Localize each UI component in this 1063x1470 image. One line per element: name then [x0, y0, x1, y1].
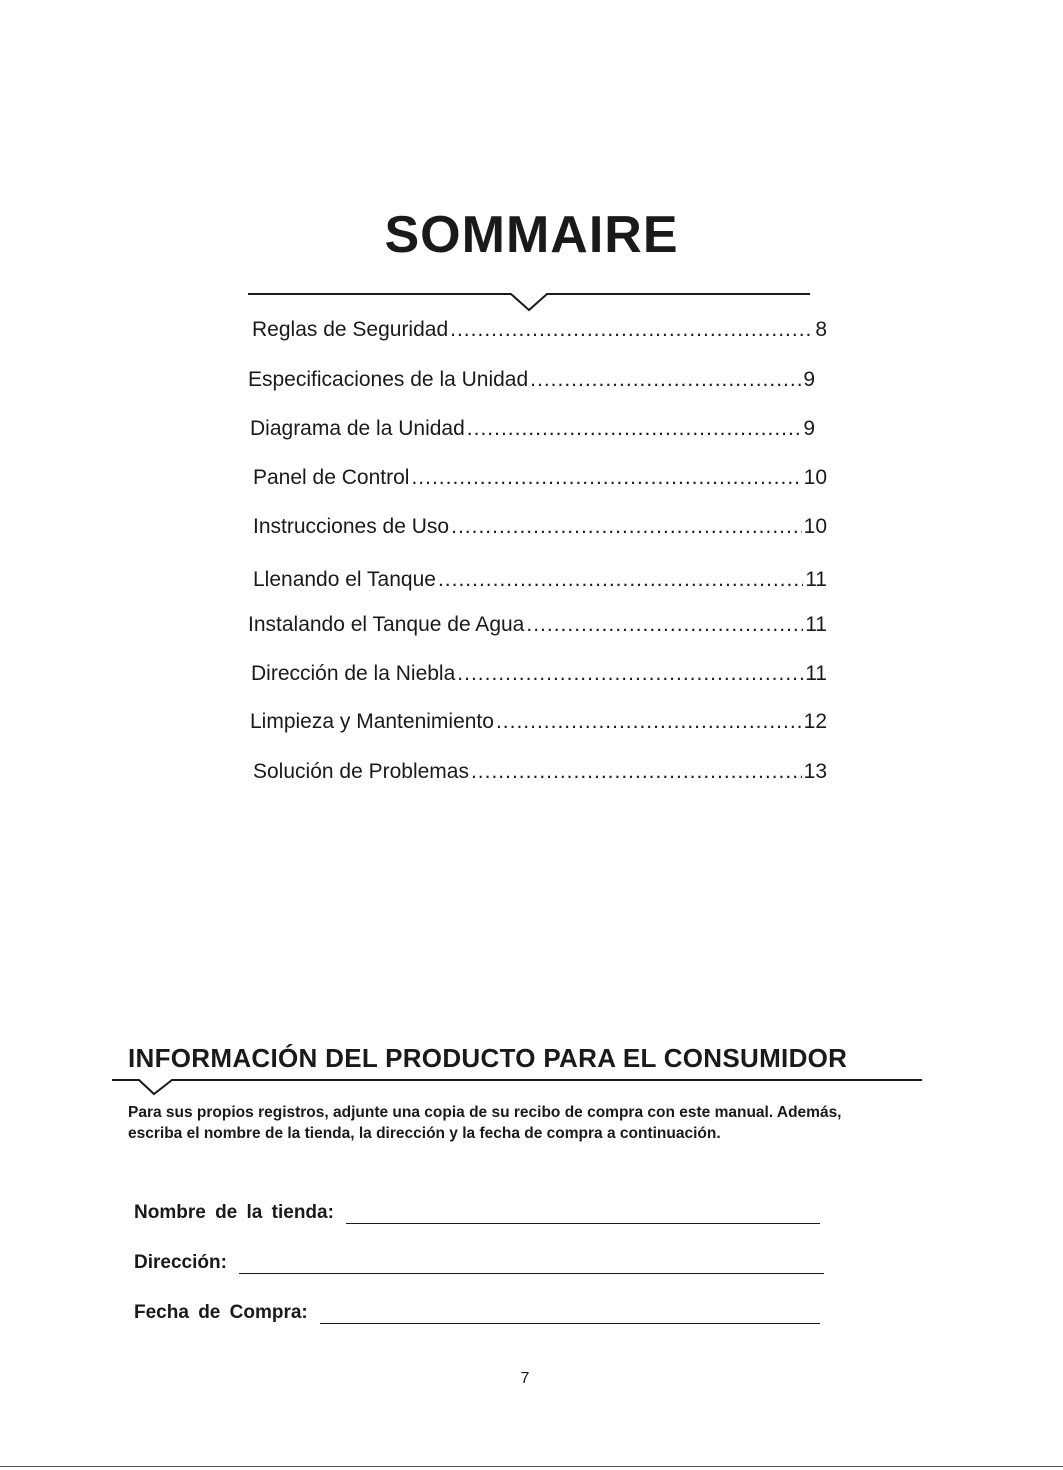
purchase-date-line[interactable] — [320, 1305, 820, 1324]
toc-item-page: 12 — [803, 710, 827, 733]
toc-item-limpieza[interactable] — [250, 708, 827, 736]
toc-leader-dots — [450, 316, 813, 344]
toc-item-diagrama[interactable] — [250, 415, 815, 443]
toc-item-label: Instrucciones de Uso — [253, 515, 450, 538]
toc-item-page: 8 — [815, 318, 827, 341]
toc-leader-dots — [438, 566, 803, 594]
toc-item-label: Limpieza y Mantenimiento — [250, 710, 494, 733]
toc-leader-dots — [530, 366, 801, 394]
toc-item-page: 11 — [805, 613, 827, 636]
toc-item-page: 10 — [803, 515, 827, 538]
toc-leader-dots — [457, 660, 803, 688]
toc-item-label: Solución de Problemas — [253, 760, 469, 783]
address-field[interactable] — [134, 1252, 824, 1274]
toc-leader-dots — [496, 708, 802, 736]
toc-item-label: Panel de Control — [253, 466, 410, 489]
toc-leader-dots — [471, 758, 802, 786]
purchase-date-field[interactable] — [134, 1302, 820, 1324]
consumer-info-line: Para sus propios registros, adjunte una copia de su recibo de compra con este manual. Además, — [128, 1104, 842, 1121]
toc-item-page: 11 — [805, 568, 827, 591]
toc-item-label: Especificaciones de la Unidad — [248, 368, 529, 391]
toc-item-page: 11 — [805, 662, 827, 685]
toc-item-page: 9 — [803, 368, 815, 391]
address-label: Dirección: — [134, 1252, 227, 1273]
toc-leader-dots — [411, 464, 801, 492]
toc-item-page: 10 — [803, 466, 827, 489]
toc-item-panel-de-control[interactable] — [253, 464, 827, 492]
toc-leader-dots — [451, 513, 802, 541]
address-line[interactable] — [239, 1255, 824, 1274]
page-number: 7 — [520, 1370, 530, 1387]
store-name-line[interactable] — [346, 1205, 820, 1224]
consumer-info-line: escriba el nombre de la tienda, la dirección y la fecha de compra a continuación. — [128, 1125, 721, 1142]
purchase-date-label: Fecha de Compra: — [134, 1302, 308, 1323]
toc-item-label: Reglas de Seguridad — [252, 318, 449, 341]
toc-leader-dots — [526, 611, 803, 639]
toc-item-reglas-de-seguridad[interactable] — [252, 316, 827, 344]
toc-item-instrucciones[interactable] — [253, 513, 827, 541]
toc-item-instalando[interactable] — [248, 611, 827, 639]
toc-leader-dots — [467, 415, 802, 443]
toc-item-label: Llenando el Tanque — [253, 568, 436, 591]
store-name-label: Nombre de la tienda: — [134, 1202, 334, 1223]
toc-item-page: 13 — [803, 760, 827, 783]
page-title: SOMMAIRE — [384, 206, 679, 264]
toc-item-label: Diagrama de la Unidad — [250, 417, 465, 440]
bottom-edge-line — [0, 1466, 1063, 1467]
toc-item-page: 9 — [803, 417, 815, 440]
toc-item-especificaciones[interactable] — [248, 366, 815, 394]
toc-item-label: Dirección de la Niebla — [251, 662, 456, 685]
toc-item-direccion[interactable] — [251, 660, 827, 688]
consumer-info-divider — [112, 1076, 924, 1098]
toc-item-label: Instalando el Tanque de Agua — [248, 613, 525, 636]
consumer-info-title: INFORMACIÓN DEL PRODUCTO PARA EL CONSUMIDOR — [128, 1043, 848, 1073]
title-divider — [248, 283, 812, 313]
toc-item-llenando[interactable] — [253, 566, 827, 594]
store-name-field[interactable] — [134, 1202, 820, 1224]
consumer-info-text — [128, 1102, 928, 1144]
toc-item-solucion[interactable] — [253, 758, 827, 786]
